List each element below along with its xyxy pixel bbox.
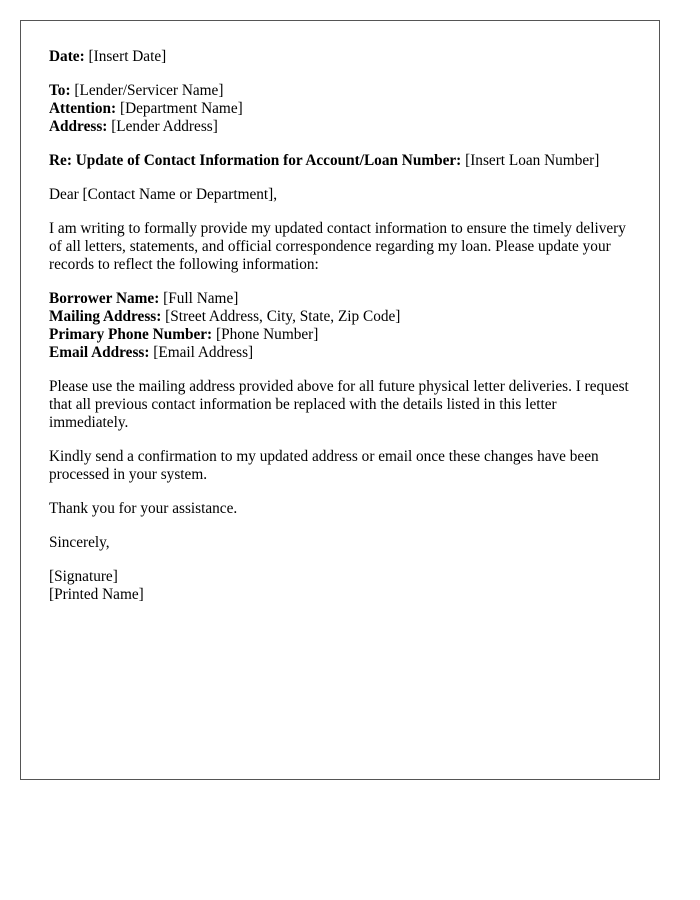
signature-block xyxy=(49,568,631,604)
primary-phone-value: [Phone Number] xyxy=(215,326,319,343)
attention-line xyxy=(49,100,631,118)
recipient-block xyxy=(49,82,631,136)
thanks-line: Thank you for your assistance. xyxy=(49,500,238,517)
closing-line: Sincerely, xyxy=(49,534,110,551)
borrower-name-label: Borrower Name: xyxy=(49,290,160,307)
date-label: Date: xyxy=(49,48,85,65)
attention-value: [Department Name] xyxy=(119,100,243,117)
to-label: To: xyxy=(49,82,71,99)
borrower-name-value: [Full Name] xyxy=(163,290,239,307)
email-address-label: Email Address: xyxy=(49,344,150,361)
subject-label: Re: Update of Contact Information for Account/Loan Number: xyxy=(49,152,462,169)
mailing-paragraph: Please use the mailing address provided above for all future physical letter deliveries. I request that all previous contact information be replaced with the details listed in this letter immediately. xyxy=(49,378,629,431)
subject-line xyxy=(49,152,631,170)
details-block xyxy=(49,290,631,362)
to-value: [Lender/Servicer Name] xyxy=(74,82,224,99)
mailing-address-value: [Street Address, City, State, Zip Code] xyxy=(165,308,401,325)
letter-page xyxy=(20,20,660,780)
salutation: Dear [Contact Name or Department], xyxy=(49,186,278,203)
attention-label: Attention: xyxy=(49,100,117,117)
intro-paragraph: I am writing to formally provide my updated contact information to ensure the timely delivery of all letters, statements, and official correspondence regarding my loan. Please update your records to reflect the following information: xyxy=(49,220,626,273)
address-line xyxy=(49,118,631,136)
primary-phone-label: Primary Phone Number: xyxy=(49,326,213,343)
email-address-value: [Email Address] xyxy=(153,344,254,361)
subject-value: [Insert Loan Number] xyxy=(465,152,600,169)
address-label: Address: xyxy=(49,118,108,135)
date-line xyxy=(49,48,631,66)
signature-line: [Signature] xyxy=(49,568,118,585)
confirmation-paragraph: Kindly send a confirmation to my updated address or email once these changes have been processed in your system. xyxy=(49,448,599,483)
mailing-address-label: Mailing Address: xyxy=(49,308,162,325)
to-line xyxy=(49,82,631,100)
address-value: [Lender Address] xyxy=(111,118,218,135)
mailing-address-line xyxy=(49,308,631,326)
printed-name-line: [Printed Name] xyxy=(49,586,144,603)
primary-phone-line xyxy=(49,326,631,344)
date-value: [Insert Date] xyxy=(88,48,167,65)
borrower-name-line xyxy=(49,290,631,308)
email-address-line xyxy=(49,344,631,362)
